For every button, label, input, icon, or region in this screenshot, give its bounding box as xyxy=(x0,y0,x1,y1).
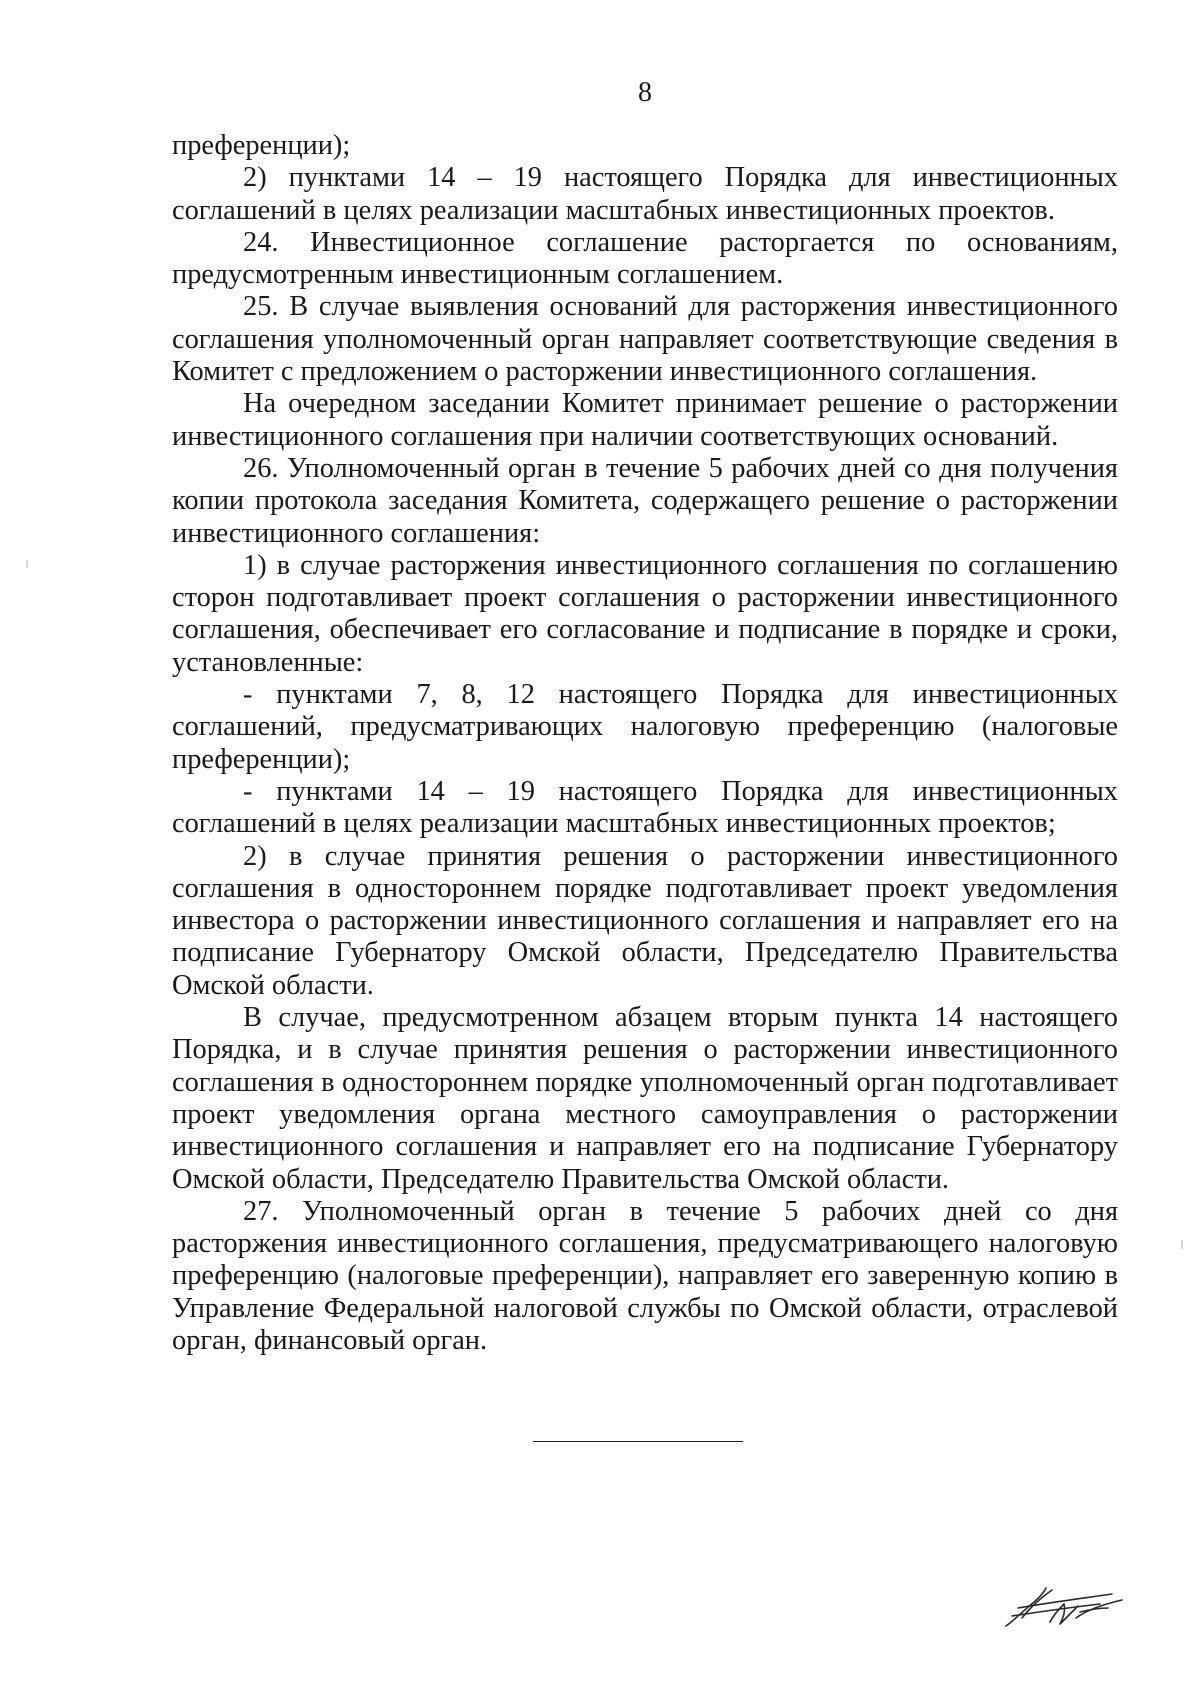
paragraph-subitem-2: 2) пунктами 14 – 19 настоящего Порядка для инвестиционных соглашений в целях реализации масштабных инвестиционных проектов. xyxy=(172,162,1118,226)
paragraph-item-24: 24. Инвестиционное соглашение расторгается по основаниям, предусмотренным инвестиционным соглашением. xyxy=(172,226,1118,291)
end-of-text-rule xyxy=(533,1441,743,1442)
paragraph-dash-item-1: - пунктами 7, 8, 12 настоящего Порядка для инвестиционных соглашений, предусматривающих налоговую преференцию (налоговые преференции); xyxy=(172,679,1118,775)
paragraph-item-26-sub-2: 2) в случае принятия решения о расторжении инвестиционного соглашения в одностороннем порядке подготавливает проект уведомления инвестора о расторжении инвестиционного соглашения и направляет его на подписание Губернатору Омской области, Председателю Правительства Омской области. xyxy=(172,840,1118,1001)
document-body xyxy=(172,130,1118,1357)
paragraph-dash-item-2: - пунктами 14 – 19 настоящего Порядка для инвестиционных соглашений в целях реализации масштабных инвестиционных проектов; xyxy=(172,775,1118,840)
scan-mark-right xyxy=(1181,1240,1183,1249)
paragraph-item-26-sub-1: 1) в случае расторжения инвестиционного соглашения по соглашению сторон подготавливает проект соглашения о расторжении инвестиционного соглашения, обеспечивает его согласование и подписание в порядке и сроки, установленные: xyxy=(172,549,1118,678)
scan-mark-left xyxy=(26,560,28,568)
paragraph-committee-decision: На очередном заседании Комитет принимает решение о расторжении инвестиционного соглашения при наличии соответствующих оснований. xyxy=(172,388,1118,452)
paragraph-item-27: 27. Уполномоченный орган в течение 5 рабочих дней со дня расторжения инвестиционного соглашения, предусматривающего налоговую преференцию (налоговые преференции), направляет его заверенную копию в Управление Федеральной налоговой службы по Омской области, отраслевой орган, финансовый орган. xyxy=(172,1195,1118,1356)
paragraph-local-government: В случае, предусмотренном абзацем вторым пункта 14 настоящего Порядка, и в случае принятия решения о расторжении инвестиционного соглашения в одностороннем порядке уполномоченный орган подготавливает проект уведомления органа местного самоуправления о расторжении инвестиционного соглашения и направляет его на подписание Губернатору Омской области, Председателю Правительства Омской области. xyxy=(172,1002,1118,1195)
paragraph-item-26: 26. Уполномоченный орган в течение 5 рабочих дней со дня получения копии протокола заседания Комитета, содержащего решение о расторжении инвестиционного соглашения: xyxy=(172,452,1118,549)
paragraph-item-25: 25. В случае выявления оснований для расторжения инвестиционного соглашения уполномоченный орган направляет соответствующие сведения в Комитет с предложением о расторжении инвестиционного соглашения. xyxy=(172,291,1118,388)
paragraph-continuation: преференции); xyxy=(172,130,351,161)
signature-initials xyxy=(1000,1582,1130,1632)
page-number: 8 xyxy=(638,77,652,108)
